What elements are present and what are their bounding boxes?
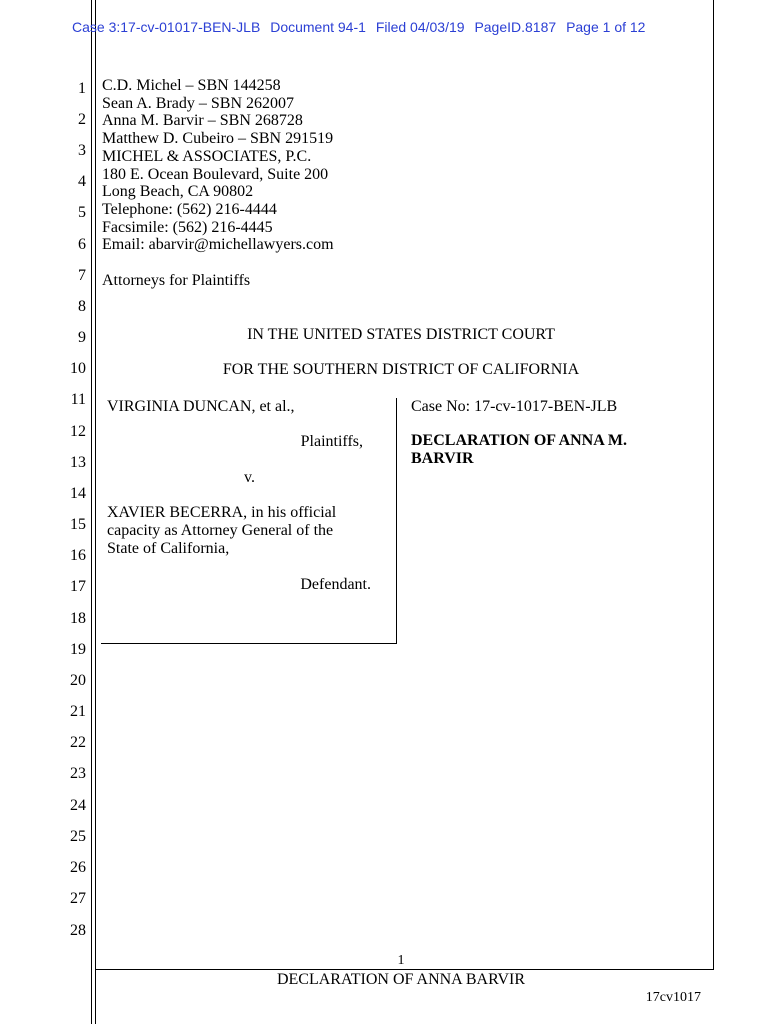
line-number: 9 [78, 329, 86, 346]
line-number: 20 [70, 672, 86, 689]
line-number: 10 [70, 360, 86, 377]
attorney-line: Sean A. Brady – SBN 262007 [102, 94, 294, 112]
line-number: 7 [78, 267, 86, 284]
header-document-number: Document 94-1 [270, 19, 366, 35]
line-number: 15 [70, 516, 86, 533]
line-number: 2 [78, 111, 86, 128]
firm-name: MICHEL & ASSOCIATES, P.C. [102, 147, 312, 165]
line-number: 4 [78, 173, 86, 190]
firm-address-street: 180 E. Ocean Boulevard, Suite 200 [102, 165, 329, 183]
defendant-line: State of California, [107, 540, 230, 557]
footer-title: DECLARATION OF ANNA BARVIR [276, 971, 526, 988]
line-number: 8 [78, 298, 86, 315]
defendant-line: capacity as Attorney General of the [107, 522, 334, 539]
document-title-line: BARVIR [411, 450, 474, 467]
court-name: IN THE UNITED STATES DISTRICT COURT [247, 326, 555, 343]
versus: v. [244, 469, 255, 486]
attorney-line: Matthew D. Cubeiro – SBN 291519 [102, 130, 334, 148]
line-number: 22 [70, 734, 86, 751]
line-number: 14 [70, 485, 86, 502]
line-number: 21 [70, 703, 86, 720]
attorney-block [102, 77, 334, 254]
line-number: 27 [70, 890, 86, 907]
court-district: FOR THE SOUTHERN DISTRICT OF CALIFORNIA [222, 361, 580, 378]
line-number: 12 [70, 423, 86, 440]
line-number: 25 [70, 828, 86, 845]
left-margin-rule-inner [95, 0, 96, 1024]
header-page-count: Page 1 of 12 [566, 19, 646, 35]
firm-address-city: Long Beach, CA 90802 [102, 183, 254, 201]
defendant-role: Defendant. [300, 576, 371, 593]
line-number: 13 [70, 454, 86, 471]
firm-facsimile: Facsimile: (562) 216-4445 [102, 218, 273, 236]
line-number: 28 [70, 922, 86, 939]
left-margin-rule-outer [91, 0, 92, 1024]
line-number: 24 [70, 797, 86, 814]
line-number: 17 [70, 578, 86, 595]
right-margin-rule [713, 0, 714, 970]
line-number: 26 [70, 859, 86, 876]
line-number: 3 [78, 142, 86, 159]
line-number: 16 [70, 547, 86, 564]
line-number: 18 [70, 610, 86, 627]
line-number: 11 [70, 391, 86, 408]
caption-horizontal-rule [101, 643, 397, 644]
header-filed-date: Filed 04/03/19 [375, 19, 465, 35]
footer-case-number: 17cv1017 [645, 990, 701, 1005]
line-number: 23 [70, 765, 86, 782]
footer-rule [96, 969, 714, 970]
footer-page-number: 1 [397, 953, 405, 968]
ecf-header-stamp [72, 19, 651, 35]
line-number: 19 [70, 641, 86, 658]
defendant-line: XAVIER BECERRA, in his official [107, 504, 337, 521]
firm-telephone: Telephone: (562) 216-4444 [102, 200, 277, 218]
attorney-line: Anna M. Barvir – SBN 268728 [102, 112, 303, 130]
plaintiff-role: Plaintiffs, [300, 433, 363, 450]
line-number: 6 [78, 236, 86, 253]
line-number: 5 [78, 204, 86, 221]
plaintiff-name: VIRGINIA DUNCAN, et al., [107, 398, 295, 415]
header-case-number: Case 3:17-cv-01017-BEN-JLB [72, 19, 261, 35]
document-title-line: DECLARATION OF ANNA M. [411, 432, 628, 449]
attorneys-for: Attorneys for Plaintiffs [102, 272, 251, 289]
case-number: Case No: 17-cv-1017-BEN-JLB [411, 398, 618, 415]
caption-vertical-rule [396, 398, 397, 644]
firm-email: Email: abarvir@michellawyers.com [102, 236, 334, 254]
header-page-id: PageID.8187 [474, 19, 557, 35]
attorney-line: C.D. Michel – SBN 144258 [102, 77, 281, 94]
line-number: 1 [78, 80, 86, 97]
